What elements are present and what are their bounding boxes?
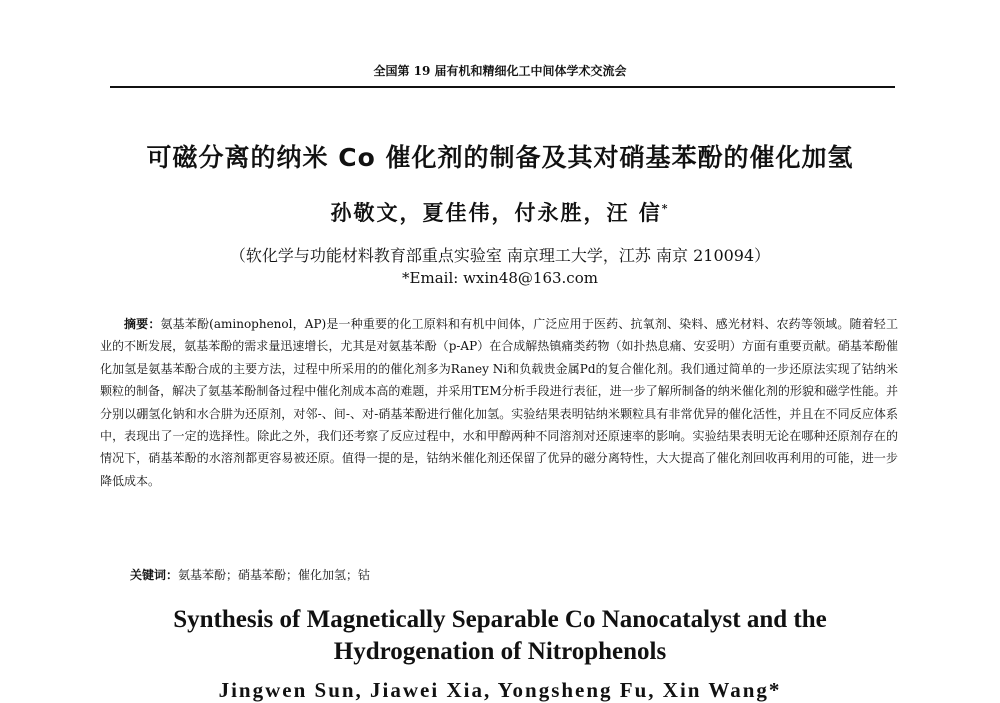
email: *Email: wxin48@163.com [402, 269, 598, 287]
conference-header: 全国第 19 届有机和精细化工中间体学术交流会 [373, 64, 627, 78]
abstract [100, 313, 898, 492]
keywords-label: 关键词： [130, 568, 179, 582]
paper-title-en-line1: Synthesis of Magnetically Separable Co Nanocatalyst and the [173, 606, 827, 633]
header-divider [110, 86, 895, 88]
paper-title-en-line2: Hydrogenation of Nitrophenols [333, 638, 667, 665]
paper-title-cn: 可磁分离的纳米 Co 催化剂的制备及其对硝基苯酚的催化加氢 [146, 143, 854, 172]
keywords-text: 氨基苯酚；硝基苯酚；催化加氢；钴 [178, 568, 371, 582]
paper-title-en [0, 604, 1000, 668]
authors-cn [0, 197, 1000, 227]
affiliation: （软化学与功能材料教育部重点实验室 南京理工大学，江苏 南京 210094） [229, 246, 771, 265]
corresponding-author-mark: * [661, 202, 670, 215]
authors-en: Jingwen Sun, Jiawei Xia, Yongsheng Fu, Xin Wang* [218, 678, 782, 702]
keywords [130, 566, 890, 583]
abstract-label: 摘要： [124, 317, 161, 331]
abstract-text: 氨基苯酚(aminophenol，AP)是一种重要的化工原料和有机中间体，广泛应用于医药、抗氧剂、染料、感光材料、农药等领域。随着轻工业的不断发展，氨基苯酚的需求量迅速增长，尤其是对氨基苯酚（p-AP）在合成解热镇痛类药物（如扑热息痛、安妥明）方面有重要贡献。硝基苯酚催化加氢是氨基苯酚合成的主要方法，过程中所采用的的催化剂多为Raney Ni和负载贵金属Pd的复合催化剂。我们通过简单的一步还原法实现了钴纳米颗粒的制备，解决了氨基苯酚制备过程中催化剂成本高的难题，并采用TEM分析手段进行表征，进一步了解所制备的纳米催化剂的形貌和磁学性能。并分别以硼氢化钠和水合肼为还原剂，对邻-、间-、对-硝基苯酚进行催化加氢。实验结果表明钴纳米颗粒具有非常优异的催化活性，并且在不同反应体系中，表现出了一定的选择性。除此之外，我们还考察了反应过程中，水和甲醇两种不同溶剂对还原速率的影响。实验结果表明无论在哪种还原剂存在的情况下，硝基苯酚的水溶剂都更容易被还原。值得一提的是，钴纳米催化剂还保留了优异的磁分离特性，大大提高了催化剂回收再利用的可能，进一步降低成本。 [100, 317, 898, 488]
authors-cn-names: 孙敬文，夏佳伟，付永胜，汪 信 [330, 200, 662, 225]
